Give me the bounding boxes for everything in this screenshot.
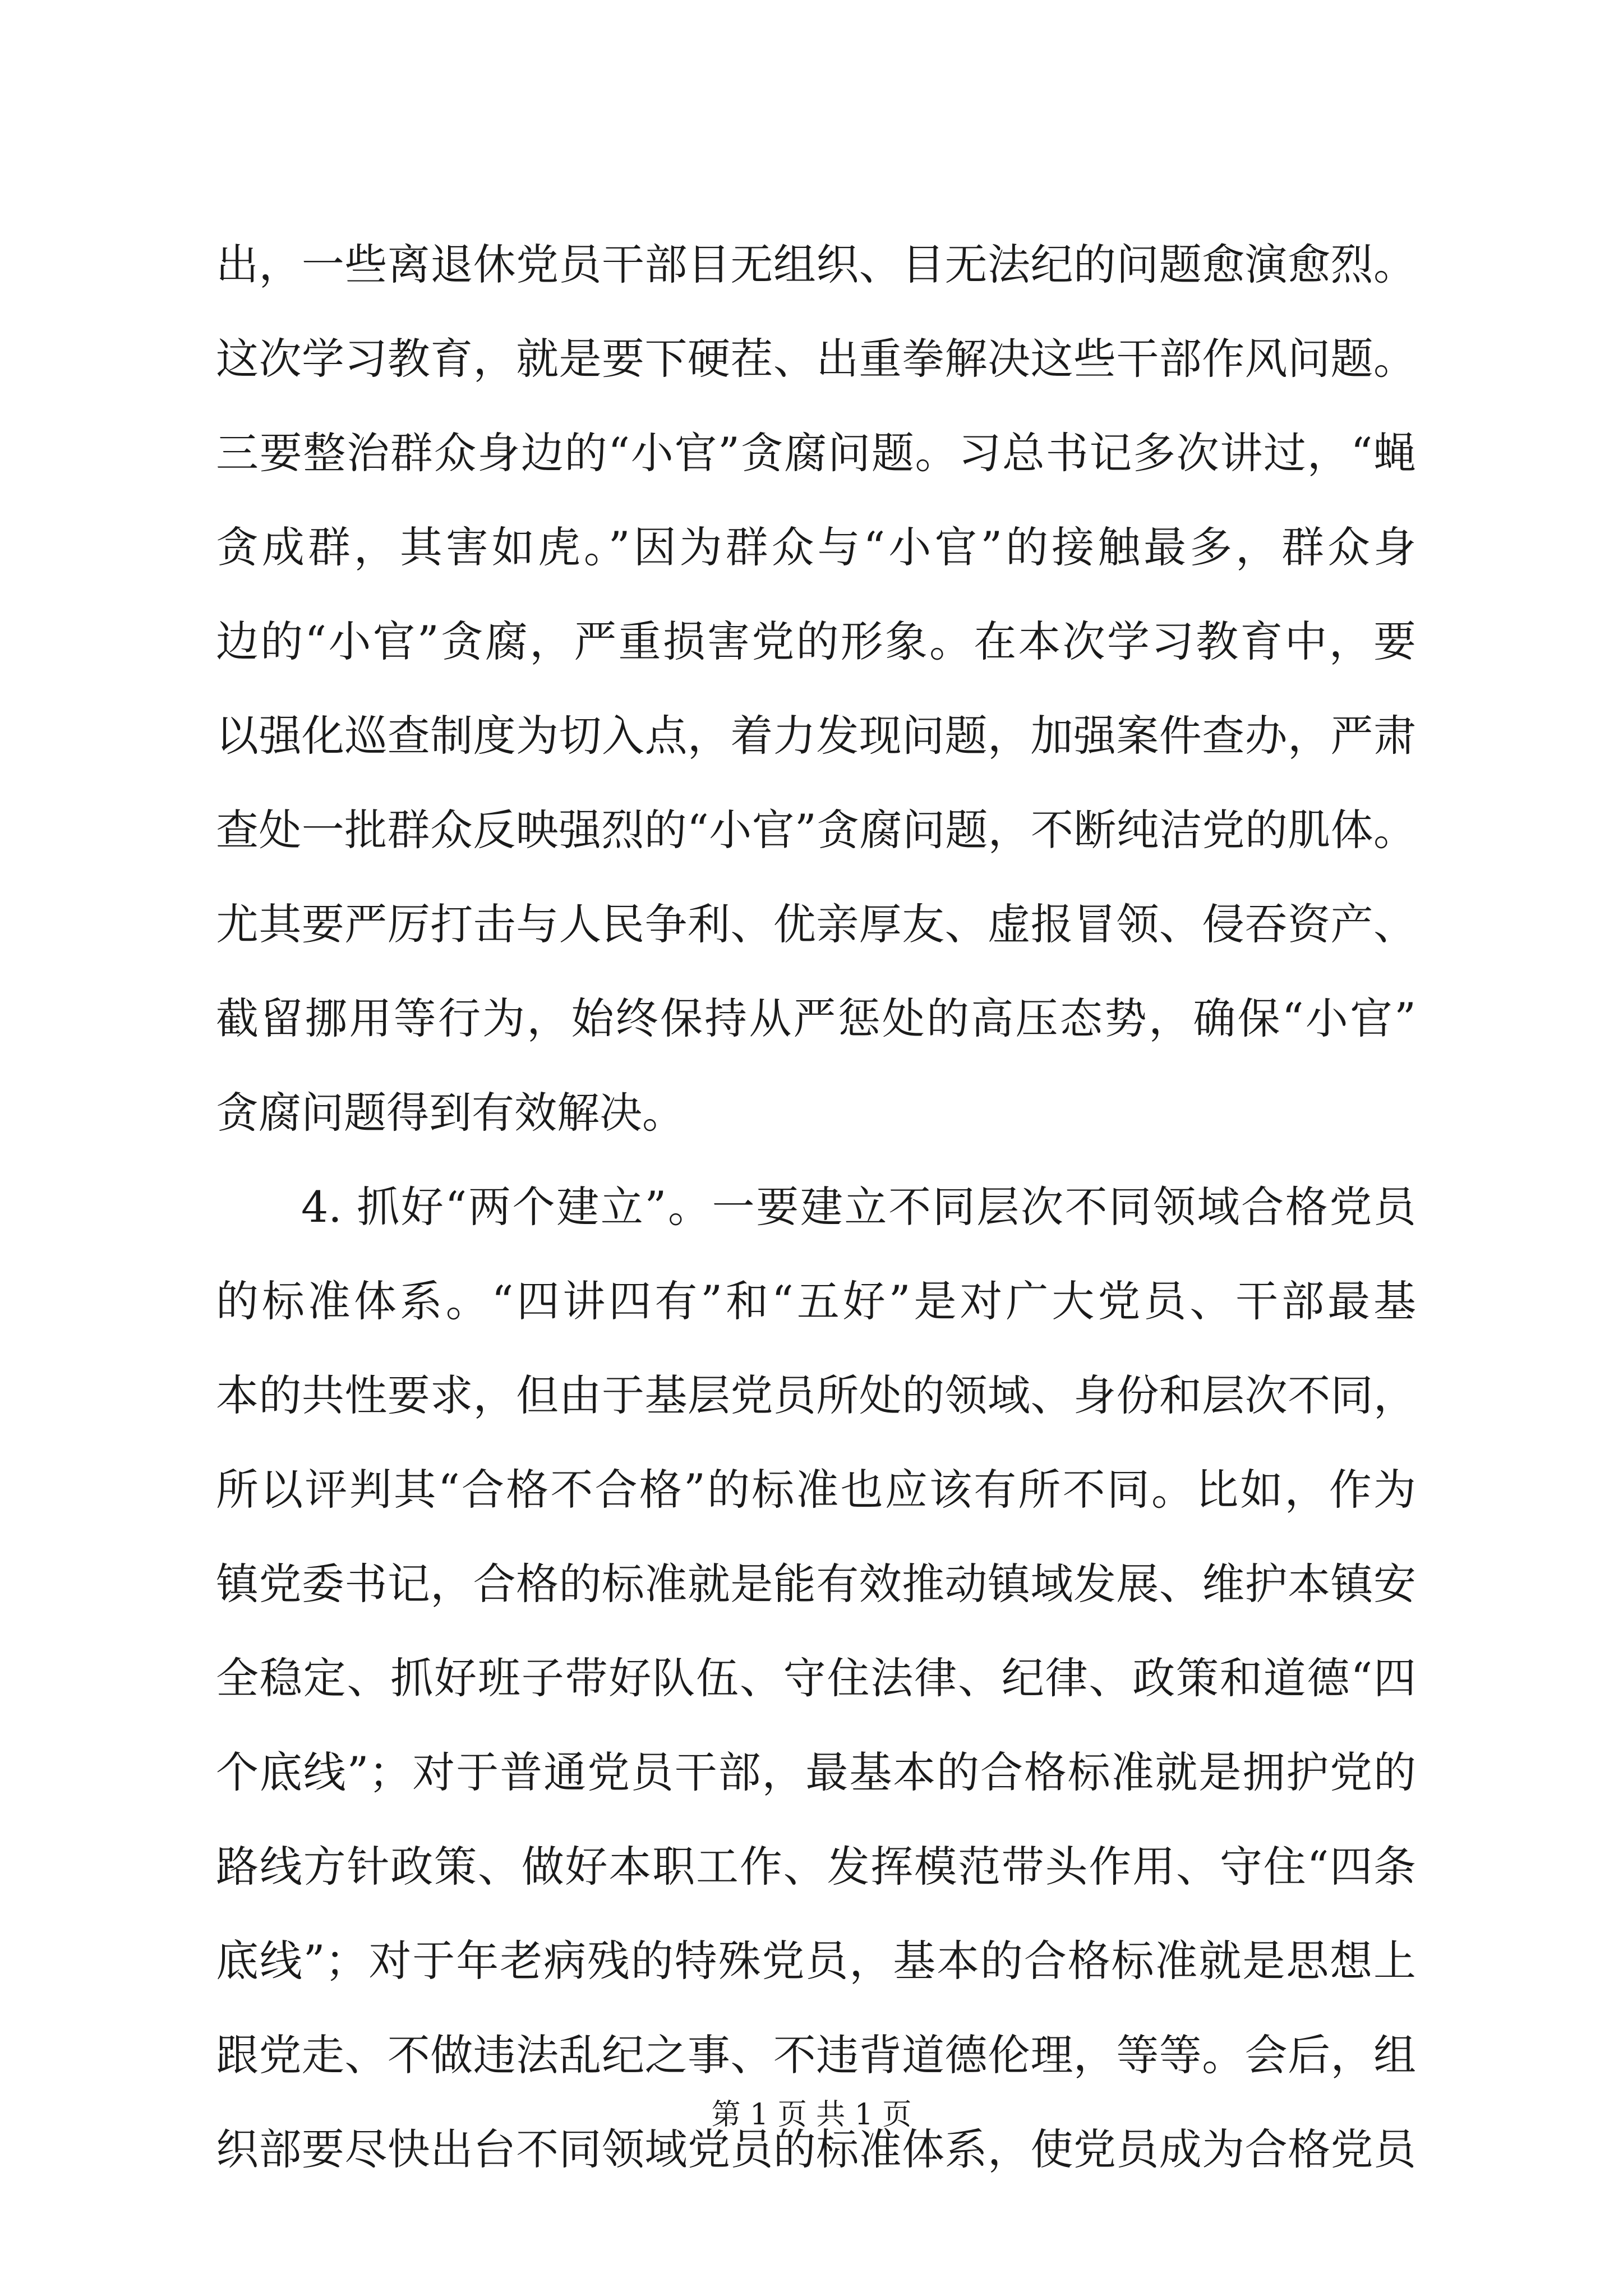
paragraph-first-line: 4. 抓好“两个建立”。一要建立不同层次不同领域合格党员 (301, 1182, 1416, 1232)
text-line: 这次学习教育，就是要下硬茬、出重拳解决这些干部作风问题。 (216, 334, 1416, 384)
text-line: 所以评判其“合格不合格”的标准也应该有所不同。比如，作为 (216, 1465, 1416, 1515)
text-line: 以强化巡查制度为切入点，着力发现问题，加强案件查办，严肃 (216, 711, 1416, 761)
text-line: 本的共性要求，但由于基层党员所处的领域、身份和层次不同， (216, 1370, 1416, 1420)
text-line: 跟党走、不做违法乱纪之事、不违背道德伦理，等等。会后，组 (216, 2030, 1416, 2080)
text-line: 底线”；对于年老病残的特殊党员，基本的合格标准就是思想上 (216, 1936, 1416, 1986)
text-line: 查处一批群众反映强烈的“小官”贪腐问题，不断纯洁党的肌体。 (216, 805, 1416, 855)
text-line: 三要整治群众身边的“小官”贪腐问题。习总书记多次讲过，“蝇 (216, 428, 1416, 478)
text-line: 贪成群，其害如虎。”因为群众与“小官”的接触最多，群众身 (216, 522, 1416, 572)
text-line: 全稳定、抓好班子带好队伍、守住法律、纪律、政策和道德“四 (216, 1653, 1416, 1703)
page-number: 第 1 页 共 1 页 (711, 2098, 912, 2132)
text-line: 截留挪用等行为，始终保持从严惩处的高压态势，确保“小官” (216, 993, 1416, 1043)
text-line: 个底线”；对于普通党员干部，最基本的合格标准就是拥护党的 (216, 1747, 1416, 1797)
text-line: 的标准体系。“四讲四有”和“五好”是对广大党员、干部最基 (216, 1276, 1416, 1326)
text-line: 镇党委书记，合格的标准就是能有效推动镇域发展、维护本镇安 (216, 1559, 1416, 1609)
text-line: 织部要尽快出台不同领域党员的标准体系，使党员成为合格党员 (216, 2124, 1416, 2174)
text-line: 边的“小官”贪腐，严重损害党的形象。在本次学习教育中，要 (216, 616, 1416, 666)
page-footer (0, 2095, 1623, 2134)
text-line: 出，一些离退休党员干部目无组织、目无法纪的问题愈演愈烈。 (216, 240, 1416, 289)
text-line: 尤其要严厉打击与人民争利、优亲厚友、虚报冒领、侵吞资产、 (216, 899, 1416, 949)
text-line: 路线方针政策、做好本职工作、发挥模范带头作用、守住“四条 (216, 1842, 1416, 1892)
text-line: 贪腐问题得到有效解决。 (216, 1088, 685, 1138)
body-text (216, 218, 1416, 2197)
